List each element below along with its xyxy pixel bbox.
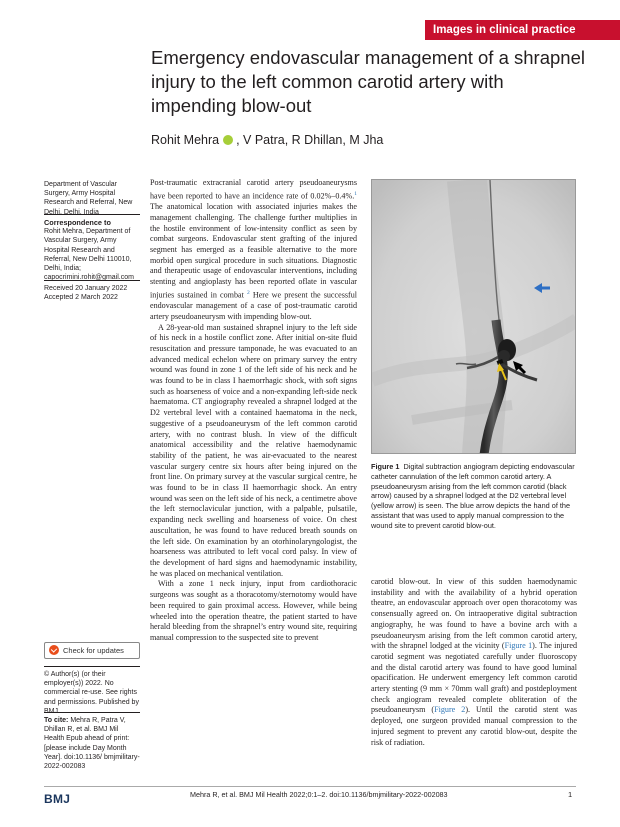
correspondence-heading: Correspondence to xyxy=(44,218,111,227)
to-cite-label: To cite: xyxy=(44,717,69,724)
paragraph: Post-traumatic extracranial carotid artery pseudoaneurysms have been reported to have an incidence rate of 0.02%–0.4%.$^1$ The anatomical location with associated injuries makes the management challenging. The challenge further multiplies in the hostile environment of low-intensity conflict as seen by combat surgeons. Endovascular stent grafting of the injured segment has emerged as a feasible alternative to the more morbid open surgical procedure in such situations. Diagnostic and therapeutic usage of endovascular interventions, including stenting and angioplasty has been reported oflate in vascular injuries sustained in combat $^2$ Here we present the successful endovascular management of a case of post-traumatic carotid artery pseudoaneurysm with impending blow-out. xyxy=(150,178,357,321)
first-author[interactable]: Rohit Mehra xyxy=(151,133,220,147)
orcid-icon[interactable] xyxy=(223,135,233,145)
reference-1[interactable]: 1 xyxy=(354,190,357,197)
footer-citation: Mehra R, et al. BMJ Mil Health 2022;0:1–2. doi:10.1136/bmjmilitary-2022-002083 xyxy=(190,790,448,799)
angiogram-figure xyxy=(371,179,576,454)
page-number: 1 xyxy=(568,790,573,799)
to-cite-block xyxy=(44,716,140,771)
figure-caption xyxy=(371,462,576,531)
body-column-1 xyxy=(150,178,357,644)
angiogram-image xyxy=(372,180,576,454)
sidebar-divider xyxy=(44,214,140,215)
sidebar-divider xyxy=(44,666,140,667)
reference-2[interactable]: 2 xyxy=(246,289,250,296)
paragraph: A 28-year-old man sustained shrapnel injury to the left side of his neck in a hostile conflict zone. After initial on-site fluid resuscitation and pressure tamponade, he was evacuated to an advanced medical echelon where on primary survey the entry wound was found in zone 1 of the left side of his neck and he was found to be in class I haemorrhagic shock, with soft signs such as hoarseness of voice and a non-expanding left-side neck haematoma. CT angiography revealed a shrapnel lodged at the D2 vertebral level with a contained haematoma in the neck, suggestive of a pseudoaneurysm of the left common carotid artery, with no contrast blush. In view of the difficult anatomical accessibility and the relative haemodynamic stability of the patient, he was air-evacuated to the nearest vascular surgery centre six hours after being injured on the front line. On primary survey at the vascular surgical centre, he was found to be in class II haemorrhagic shock. An entry wound was seen on the left side of his neck, a centimetre above the left sternoclavicular junction, with a palpable, pulsatile, expanding neck swelling and hoarseness of voice. On chest auscultation, he was found to have reduced breath sounds on the left side. On examination by an otorhinolaryngologist, the hoarseness was attributed to left vocal cord palsy. In view of the development of hard signs and haemodynamic instability, he was placed on mechanical ventilation. xyxy=(150,322,357,578)
figure-caption-text: Digital subtraction angiogram depicting endovascular catheter cannulation of the left common carotid artery. A pseudoaneurysm arising from the left common carotid (black arrow) caused by a shrapnel lodged at the D2 vertebral level (yellow arrow) is seen. The blue arrow depicts the hand of the assistant that was used to apply manual compression to the wound site to prevent carotid blow-out. xyxy=(371,462,575,530)
bmj-logo: BMJ xyxy=(44,792,71,806)
section-banner: Images in clinical practice xyxy=(425,20,620,40)
footer-divider xyxy=(44,786,576,787)
figure-label: Figure 1 xyxy=(371,462,400,471)
affiliation: Department of Vascular Surgery, Army Hospital Research and Referral, New Delhi, Delhi, India xyxy=(44,181,133,216)
dates-block xyxy=(44,284,140,302)
paragraph: carotid blow-out. In view of this sudden haemodynamic instability and with the availability of a hybrid operation theatre, an endovascular approach over open thoracotomy was consensually agreed on. On intraoperative digital subtraction angiography, he was found to have a bovine arch with a pseudoaneurysm arising from the left common carotid artery, with the shrapnel lodged at the vicinity (Figure 1). The injured carotid segment was negotiated carefully under fluoroscopy and the distal carotid artery was found to have good luminal opacification. He underwent emergency left common carotid artery stenting (9 mm × 70mm wall graft) and postdeployment check angiogram revealed complete obliteration of the pseudoaneurysm (Figure 2). Until the carotid stent was deployed, one surgeon provided manual compression to the injured segment to prevent any carotid blow-out, despite the risk of radiation. xyxy=(371,577,578,747)
body-column-2 xyxy=(371,577,577,748)
check-updates-label: Check for updates xyxy=(63,646,124,655)
co-authors: , V Patra, R Dhillan, M Jha xyxy=(236,133,384,147)
sidebar-divider xyxy=(44,280,140,281)
accepted-date: Accepted 2 March 2022 xyxy=(44,294,118,302)
check-updates-icon xyxy=(49,645,59,655)
to-cite-text: Mehra R, Patra V, Dhillan R, et al. BMJ Mil Health Epub ahead of print: [please include Day Month Year]. doi:10.1136/ bmjmilitary-2022-002083 xyxy=(44,717,140,771)
received-date: Received 20 January 2022 xyxy=(44,285,128,292)
sidebar-divider xyxy=(44,712,140,713)
author-line xyxy=(151,133,383,147)
correspondence-body: Rohit Mehra, Department of Vascular Surgery, Army Hospital Research and Referral, New Delhi 110010, Delhi, India; capocrimini.rohit@gmail.com xyxy=(44,228,134,282)
paragraph: With a zone 1 neck injury, input from cardiothoracic surgeons was sought as a thoracotomy/sternotomy would have been required to gain proximal access. However, while being wheeled into the operation theatre, the patient started to have herald bleeding from the shrapnel’s entry wound site, requiring manual compression to the suspected site to prevent xyxy=(150,579,357,642)
article-title: Emergency endovascular management of a shrapnel injury to the left common carotid artery with impending blow-out xyxy=(151,47,585,116)
figure-2-link[interactable]: Figure 2 xyxy=(434,705,466,715)
check-for-updates-button[interactable] xyxy=(44,642,140,659)
copyright-notice: © Author(s) (or their employer(s)) 2022. No commercial re-use. See rights and permissions. Published by BMJ. xyxy=(44,671,139,715)
figure-1-link[interactable]: Figure 1 xyxy=(504,641,533,651)
correspondence-block xyxy=(44,218,140,282)
